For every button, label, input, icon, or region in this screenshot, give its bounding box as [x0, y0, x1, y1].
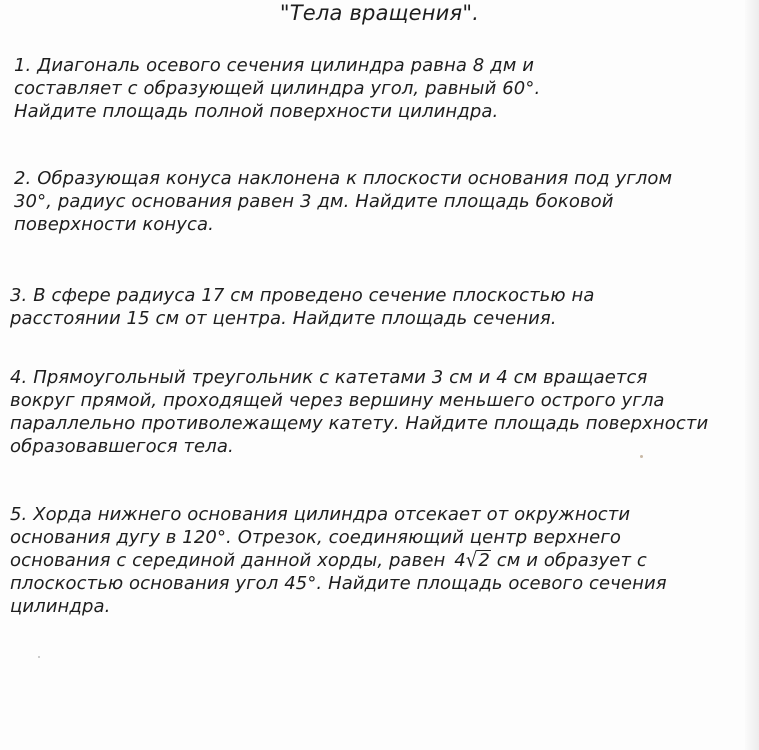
problem-5-line-3 — [10, 549, 667, 572]
problem-4-line-4: образовавшегося тела. — [10, 436, 234, 457]
sqrt-argument: 2 — [478, 550, 490, 571]
problem-5-line-3-before: основания с серединой данной хорды, равен — [10, 550, 452, 571]
document-title: "Тела вращения". — [279, 1, 480, 25]
page-edge-shadow — [745, 0, 759, 750]
problem-1-line-3: Найдите площадь полной поверхности цилиндра. — [14, 101, 499, 122]
problem-5-line-3-after: см и образует с — [490, 550, 647, 571]
scan-speck — [640, 455, 643, 458]
problem-4-line-3: параллельно противолежащему катету. Найдите площадь поверхности — [10, 413, 709, 434]
problem-5-line-5: цилиндра. — [10, 596, 111, 617]
problem-1-line-2: составляет с образующей цилиндра угол, равный 60°. — [14, 78, 541, 99]
problem-4-line-1: 4. Прямоугольный треугольник с катетами 3 см и 4 см вращается — [10, 367, 648, 388]
problem-2-line-1: 2. Образующая конуса наклонена к плоскости основания под углом — [14, 168, 673, 189]
problem-5-line-4: плоскостью основания угол 45°. Найдите площадь осевого сечения — [10, 573, 667, 594]
problem-2 — [14, 167, 672, 236]
problem-3-line-1: 3. В сфере радиуса 17 см проведено сечение плоскостью на — [10, 285, 595, 306]
problem-5 — [10, 503, 667, 618]
problem-3-line-2: расстоянии 15 см от центра. Найдите площадь сечения. — [10, 308, 557, 329]
sqrt-expression — [454, 549, 491, 572]
sqrt-radical-sign: √ — [465, 548, 478, 573]
sqrt-coefficient: 4 — [454, 550, 466, 571]
problem-2-line-3: поверхности конуса. — [14, 214, 214, 235]
problem-3 — [10, 284, 594, 330]
problem-5-line-1: 5. Хорда нижнего основания цилиндра отсекает от окружности — [10, 504, 631, 525]
problem-5-line-2: основания дугу в 120°. Отрезок, соединяющий центр верхнего — [10, 527, 622, 548]
problem-1 — [14, 54, 540, 123]
problem-2-line-2: 30°, радиус основания равен 3 дм. Найдите площадь боковой — [14, 191, 614, 212]
scan-speck — [38, 656, 40, 658]
problem-4-line-2: вокруг прямой, проходящей через вершину меньшего острого угла — [10, 390, 665, 411]
problem-4 — [10, 366, 708, 458]
problem-1-line-1: 1. Диагональ осевого сечения цилиндра равна 8 дм и — [14, 55, 535, 76]
